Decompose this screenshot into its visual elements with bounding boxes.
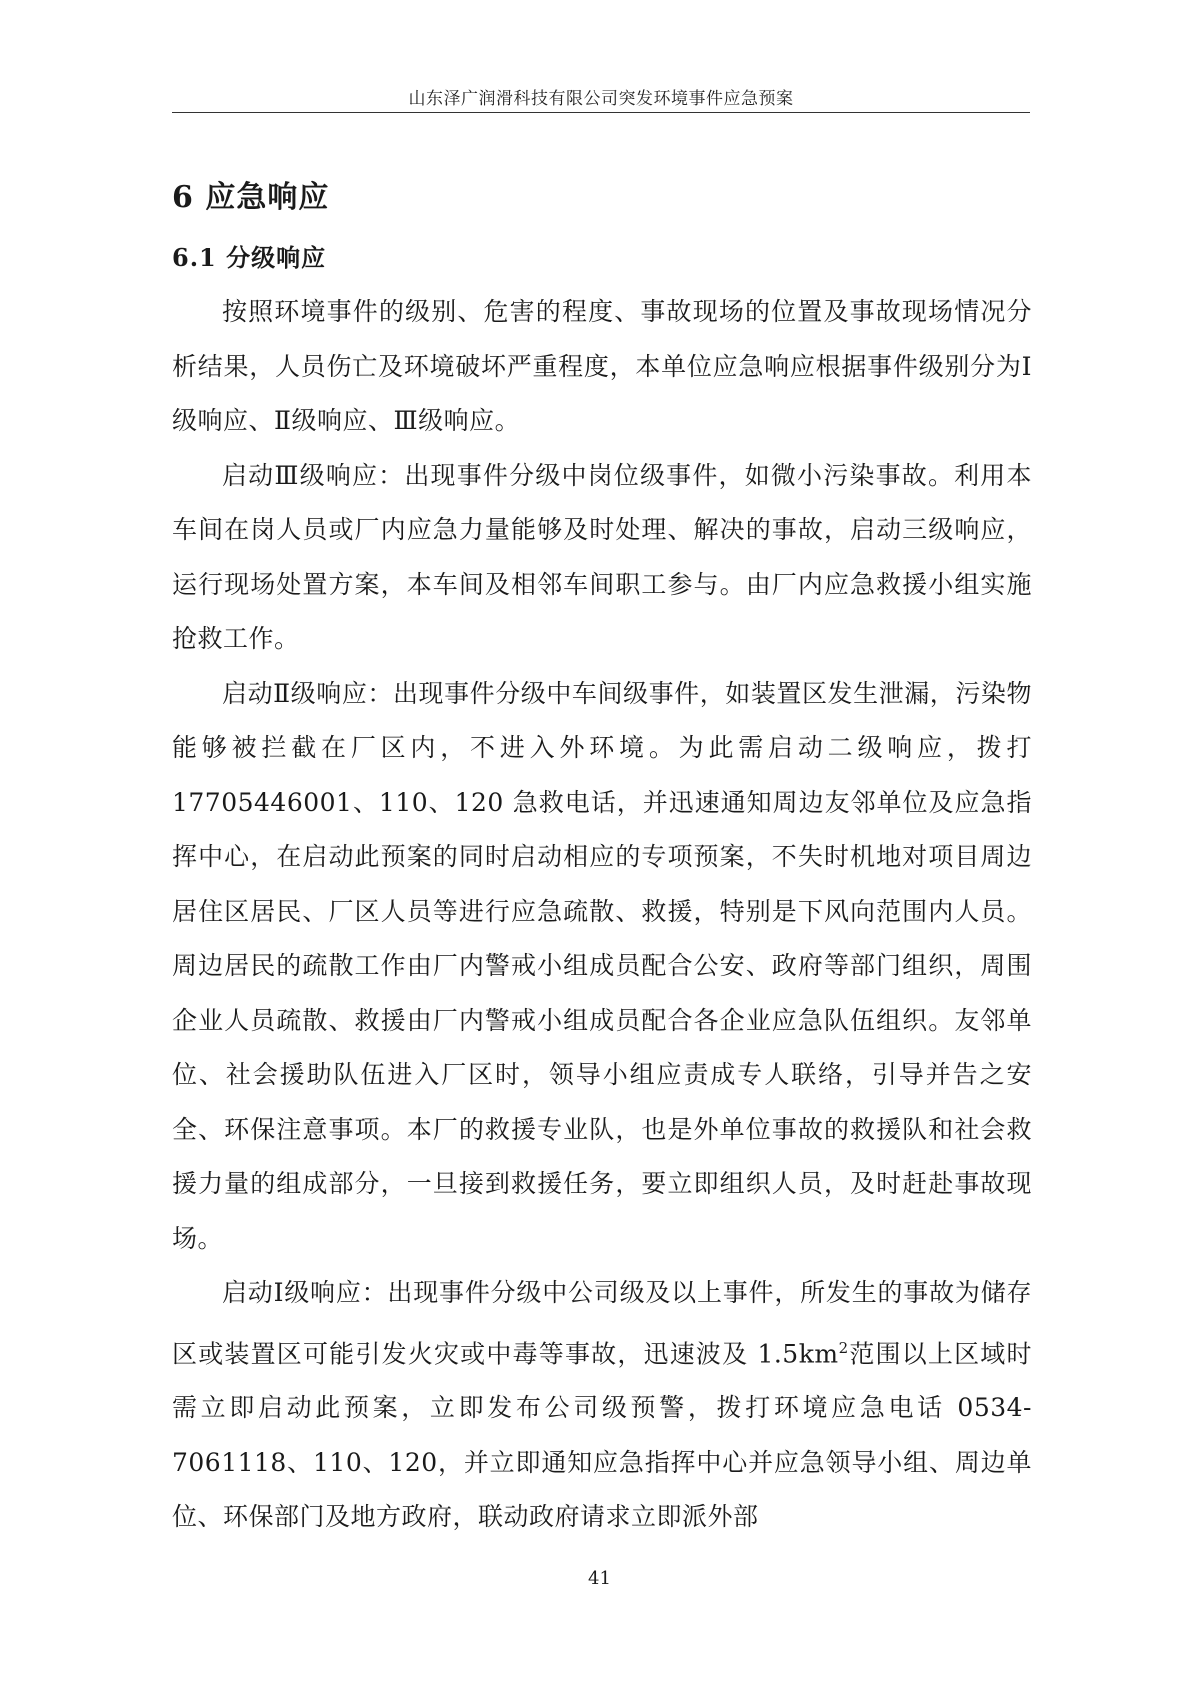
page-number: 41 — [588, 1568, 611, 1589]
paragraph-intro: 按照环境事件的级别、危害的程度、事故现场的位置及事故现场情况分析结果，人员伤亡及环境破坏严重程度，本单位应急响应根据事件级别分为Ⅰ级响应、Ⅱ级响应、Ⅲ级响应。 — [172, 297, 1032, 435]
paragraph-level-1-text-start: 启动Ⅰ级响应：出现事件分级中公司级及以上事件，所发生的事故为储存区或装置区可能引发火灾或中毒等事故，迅速波及 1.5km — [172, 1278, 1032, 1368]
paragraph-level-1-response — [172, 1266, 1032, 1545]
area-unit-superscript: 2 — [838, 1338, 849, 1357]
paragraph-level-2-response: 启动Ⅱ级响应：出现事件分级中车间级事件，如装置区发生泄漏，污染物能够被拦截在厂区内，不进入外环境。为此需启动二级响应，拨打 17705446001、110、120 急救电话，并迅速通知周边友邻单位及应急指挥中心，在启动此预案的同时启动相应的专项预案，不失时机地对项目周边居住区居民、厂区人员等进行应急疏散、救援，特别是下风向范围内人员。周边居民的疏散工作由厂内警戒小组成员配合公安、政府等部门组织，周围企业人员疏散、救援由厂内警戒小组成员配合各企业应急队伍组织。友邻单位、社会援助队伍进入厂区时，领导小组应责成专人联络，引导并告之安全、环保注意事项。本厂的救援专业队，也是外单位事故的救援队和社会救援力量的组成部分，一旦接到救援任务，要立即组织人员，及时赶赴事故现场。 — [172, 678, 1032, 1253]
body-text — [172, 285, 1032, 1545]
running-header: 山东泽广润滑科技有限公司突发环境事件应急预案 — [408, 89, 794, 109]
section-heading: 6 应急响应 — [172, 180, 330, 215]
subsection-heading: 6.1 分级响应 — [172, 243, 327, 272]
header-divider — [172, 112, 1030, 113]
paragraph-level-1-text-end: 范围以上区域时需立即启动此预案，立即发布公司级预警，拨打环境应急电话 0534-7061118、110、120，并立即通知应急指挥中心并应急领导小组、周边单位、环保部门及地方政府，联动政府请求立即派外部 — [172, 1338, 1032, 1532]
paragraph-level-3-response: 启动Ⅲ级响应：出现事件分级中岗位级事件，如微小污染事故。利用本车间在岗人员或厂内应急力量能够及时处理、解决的事故，启动三级响应，运行现场处置方案，本车间及相邻车间职工参与。由厂内应急救援小组实施抢救工作。 — [172, 460, 1032, 653]
